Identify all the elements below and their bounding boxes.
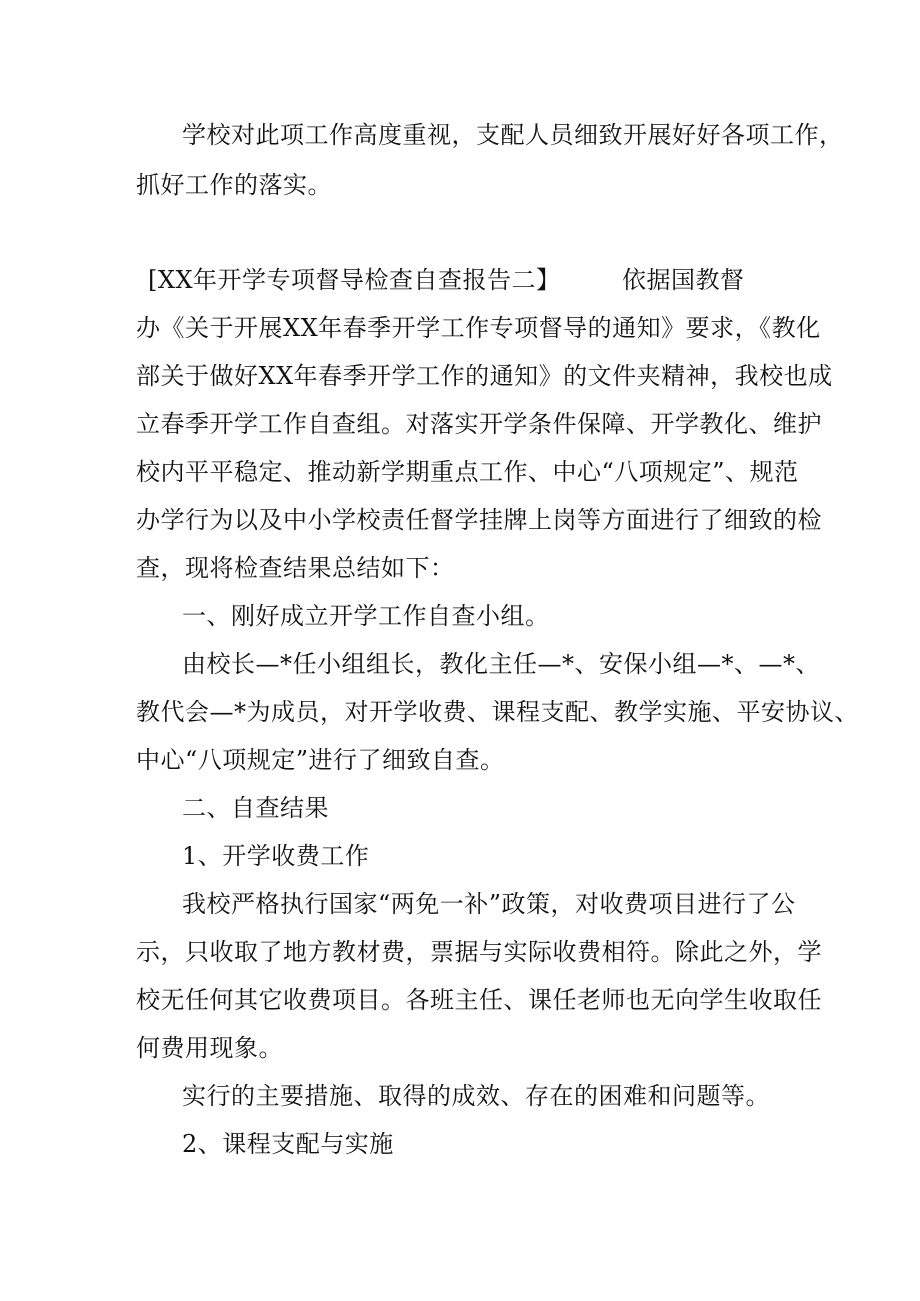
paragraph-line: 中心“八项规定”进行了细致自查。 <box>136 746 505 774</box>
section-heading: [XX年开学专项督导检查自查报告二】 <box>148 266 561 294</box>
subheading: 一、刚好成立开学工作自查小组。 <box>182 602 550 630</box>
paragraph-line: 抓好工作的落实。 <box>136 171 332 199</box>
paragraph-line: 校内平平稳定、推动新学期重点工作、中心“八项规定”、规范 <box>136 458 799 486</box>
paragraph-line: 办《关于开展XX年春季开学工作专项督导的通知》要求，《教化 <box>136 314 821 342</box>
paragraph-line: 部关于做好XX年春季开学工作的通知》的文件夹精神，我校也成 <box>136 362 833 390</box>
paragraph-line: 实行的主要措施、取得的成效、存在的困难和问题等。 <box>182 1082 770 1110</box>
paragraph-line: 校无任何其它收费项目。各班主任、课任老师也无向学生收取任 <box>136 986 822 1014</box>
paragraph-line: 查，现将检查结果总结如下： <box>136 554 455 582</box>
subheading: 二、自查结果 <box>182 794 329 822</box>
paragraph-line: 示，只收取了地方教材费，票据与实际收费相符。除此之外，学 <box>136 938 822 966</box>
paragraph-line: 立春季开学工作自查组。对落实开学条件保障、开学教化、维护 <box>136 410 822 438</box>
paragraph-line: 依据国教督 <box>622 266 745 294</box>
paragraph-line: 教代会—*为成员，对开学收费、课程支配、教学实施、平安协议、 <box>136 698 859 726</box>
paragraph-line: 由校长—*任小组组长，教化主任—*、安保小组—*、—*、 <box>182 650 820 678</box>
paragraph-line: 我校严格执行国家“两免一补”政策，对收费项目进行了公 <box>182 890 796 918</box>
paragraph-line: 学校对此项工作高度重视，支配人员细致开展好好各项工作， <box>182 121 844 149</box>
paragraph-line: 何费用现象。 <box>136 1034 283 1062</box>
subheading: 2、课程支配与实施 <box>182 1130 394 1158</box>
subheading: 1、开学收费工作 <box>182 842 370 870</box>
paragraph-line: 办学行为以及中小学校责任督学挂牌上岗等方面进行了细致的检 <box>136 506 822 534</box>
